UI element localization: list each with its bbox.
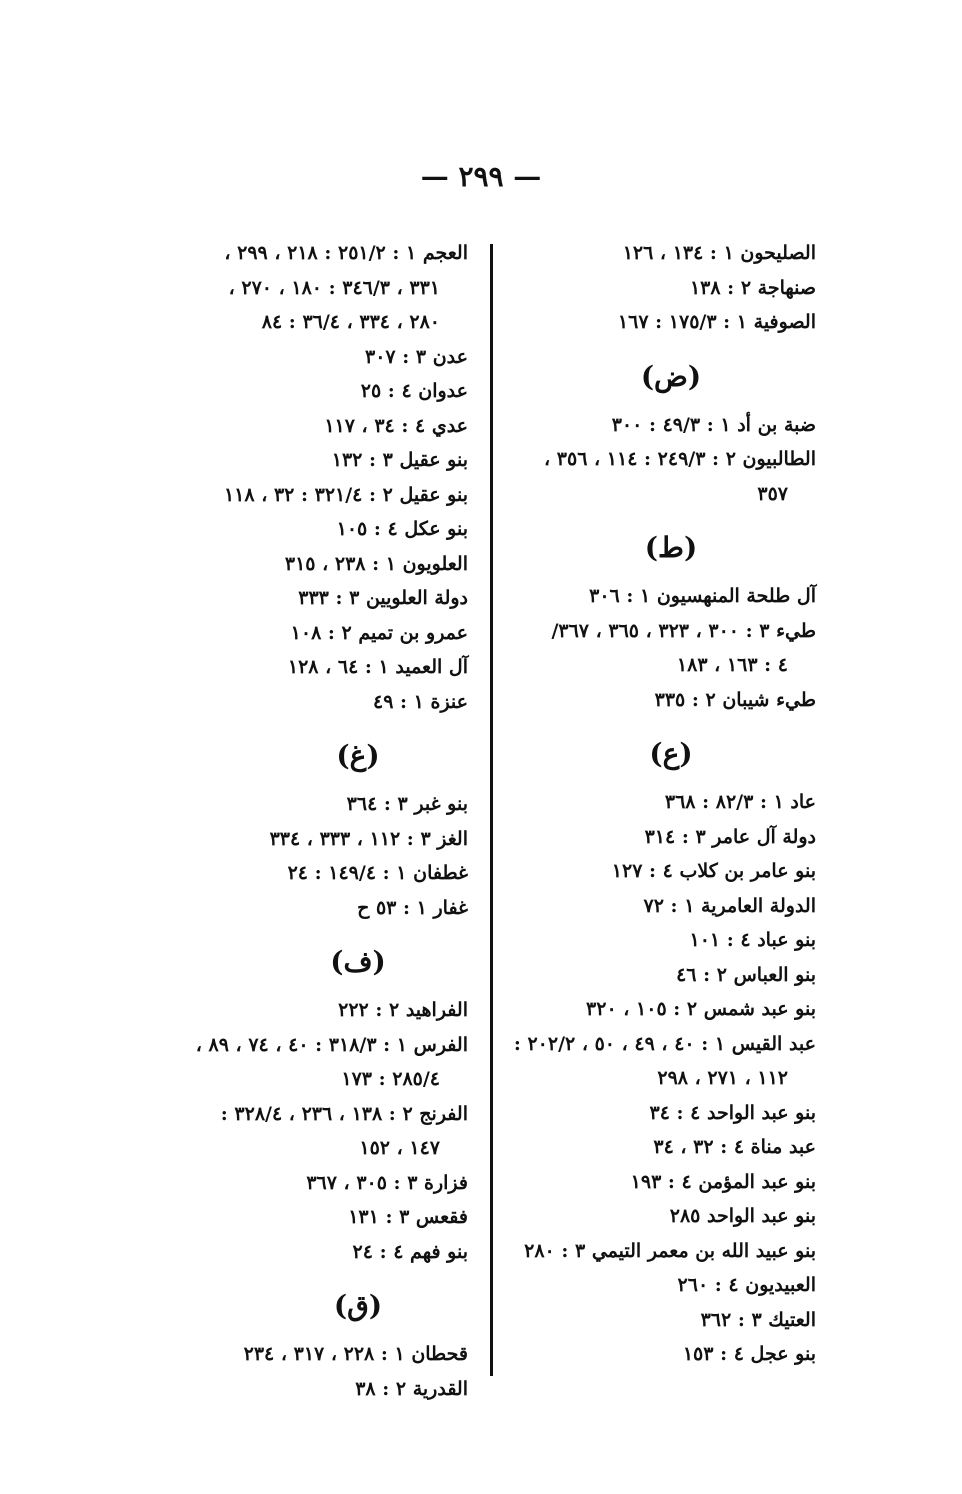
- index-entry: بنو عقيل ٢ : ٣٢١/٤ : ٣٢ ، ١١٨: [223, 483, 468, 506]
- index-entry: بنو عقيل ٣ : ١٣٢: [331, 449, 468, 471]
- index-entry: عدوان ٤ : ٢٥: [360, 380, 468, 402]
- index-entry: العبيديون ٤ : ٢٦٠: [677, 1274, 816, 1296]
- index-column-right: [486, 236, 816, 1372]
- index-entry: بنو عجل ٤ : ١٥٣: [682, 1343, 816, 1365]
- page-number: — ٢٩٩ —: [420, 160, 542, 193]
- index-entry: عدي ٤ : ٣٤ ، ١١٧: [324, 414, 468, 437]
- index-entry: فزارة ٣ : ٣٠٥ ، ٣٦٧: [306, 1171, 468, 1194]
- index-entry: ضبة بن أد ١ : ٤٩/٣ : ٣٠٠: [611, 413, 816, 436]
- index-entry: الفرنج ٢ : ١٣٨ ، ٢٣٦ ، ٣٢٨/٤ :: [220, 1102, 468, 1125]
- index-entry: العجم ١ : ٢٥١/٢ : ٢١٨ ، ٢٩٩ ،: [224, 242, 468, 264]
- index-entry: بنو عبد الواحد ٤ : ٣٤: [649, 1101, 816, 1124]
- section-letter-heading: (ع): [649, 737, 693, 770]
- index-entry: عنزة ١ : ٤٩: [372, 690, 468, 713]
- index-entry: الدولة العامرية ١ : ٧٢: [643, 894, 816, 917]
- index-entry: عاد ١ : ٨٢/٣ : ٣٦٨: [664, 791, 816, 813]
- index-entry: الصوفية ١ : ١٧٥/٣ : ١٦٧: [617, 311, 816, 333]
- index-entry: عدن ٣ : ٣٠٧: [365, 345, 468, 368]
- index-entry: عبد مناة ٤ : ٣٢ ، ٣٤: [653, 1136, 816, 1158]
- section-letter-heading: (غ): [336, 739, 380, 772]
- index-entry: بنو عبيد الله بن معمر التيمي ٣ : ٢٨٠: [524, 1239, 816, 1262]
- section-letter-heading: (ض): [640, 359, 702, 393]
- index-entry: دولة العلويين ٣ : ٣٣٣: [298, 587, 468, 609]
- index-entry: القدرية ٢ : ٣٨: [355, 1377, 468, 1400]
- index-column-left: [128, 236, 468, 1406]
- section-letter-heading: (ف): [330, 945, 386, 978]
- index-entry: قحطان ١ : ٢٢٨ ، ٣١٧ ، ٢٣٤: [243, 1343, 468, 1365]
- index-entry: الطالبيون ٢ : ٢٤٩/٣ : ١١٤ ، ٣٥٦ ،: [544, 448, 816, 470]
- index-entry: بنو عبد المؤمن ٤ : ١٩٣: [630, 1170, 816, 1193]
- index-entry: الغز ٣ : ١١٢ ، ٣٣٣ ، ٣٣٤: [269, 827, 468, 850]
- index-entry-continuation: ١١٢ ، ٢٧١ ، ٢٩٨: [657, 1067, 788, 1089]
- section-letter-heading: (ق): [333, 1289, 383, 1322]
- index-entry-continuation: ١٤٧ ، ١٥٢: [359, 1137, 440, 1159]
- index-entry: دولة آل عامر ٣ : ٣١٤: [644, 825, 816, 848]
- index-entry: بنو عباد ٤ : ١٠١: [689, 929, 816, 951]
- index-entry-continuation: ٤ : ١٦٣ ، ١٨٣: [676, 654, 788, 676]
- index-entry: غطفان ١ : ١٤٩/٤ : ٢٤: [287, 862, 468, 884]
- index-entry: العتيك ٣ : ٣٦٢: [700, 1308, 816, 1331]
- index-entry-continuation: ٣٣١ ، ٣٤٦/٣ : ١٨٠ ، ٢٧٠ ،: [228, 276, 440, 299]
- index-entry: الفرس ١ : ٣١٨/٣ : ٤٠ ، ٧٤ ، ٨٩ ،: [195, 1033, 468, 1056]
- section-letter-heading: (ط): [644, 531, 698, 564]
- index-entry: طيء شيبان ٢ : ٣٣٥: [654, 688, 816, 711]
- index-entry-continuation: ٢٨٥/٤ : ١٧٣: [341, 1068, 440, 1090]
- index-entry: بنو عبد شمس ٢ : ١٠٥ ، ٣٢٠: [586, 998, 816, 1020]
- index-entry: آل طلحة المنهسيون ١ : ٣٠٦: [589, 585, 816, 607]
- column-divider: [490, 244, 493, 1376]
- index-entry-continuation: ٢٨٠ ، ٣٣٤ ، ٣٦/٤ : ٨٤: [261, 311, 440, 333]
- index-entry: صنهاجة ٢ : ١٣٨: [689, 276, 816, 299]
- index-entry: عمرو بن تميم ٢ : ١٠٨: [290, 621, 468, 644]
- index-entry: آل العميد ١ : ٦٤ ، ١٢٨: [287, 656, 468, 678]
- index-entry: بنو غبر ٣ : ٣٦٤: [346, 793, 468, 815]
- index-entry: بنو عبد الواحد ٢٨٥: [669, 1205, 816, 1227]
- index-entry: الفراهيد ٢ : ٢٢٢: [338, 999, 468, 1021]
- index-entry: عبد القيس ١ : ٤٠ ، ٤٩ ، ٥٠ ، ٢٠٢/٢ :: [513, 1032, 816, 1055]
- index-entry: بنو عامر بن كلاب ٤ : ١٢٧: [611, 860, 816, 882]
- index-entry: طيء ٣ : ٣٠٠ ، ٣٢٣ ، ٣٦٥ ، ٣٦٧/: [551, 619, 816, 642]
- index-entry: غفار ١ : ٥٣ ح: [357, 896, 468, 919]
- index-entry: بنو فهم ٤ : ٢٤: [352, 1240, 468, 1263]
- index-entry-continuation: ٣٥٧: [757, 482, 788, 505]
- index-entry: بنو العباس ٢ : ٤٦: [676, 963, 816, 986]
- index-entry: العلويون ١ : ٢٣٨ ، ٣١٥: [284, 552, 468, 575]
- index-entry: الصليحون ١ : ١٣٤ ، ١٢٦: [622, 242, 816, 264]
- index-entry: بنو عكل ٤ : ١٠٥: [336, 518, 468, 540]
- index-entry: فقعس ٣ : ١٣١: [348, 1206, 468, 1228]
